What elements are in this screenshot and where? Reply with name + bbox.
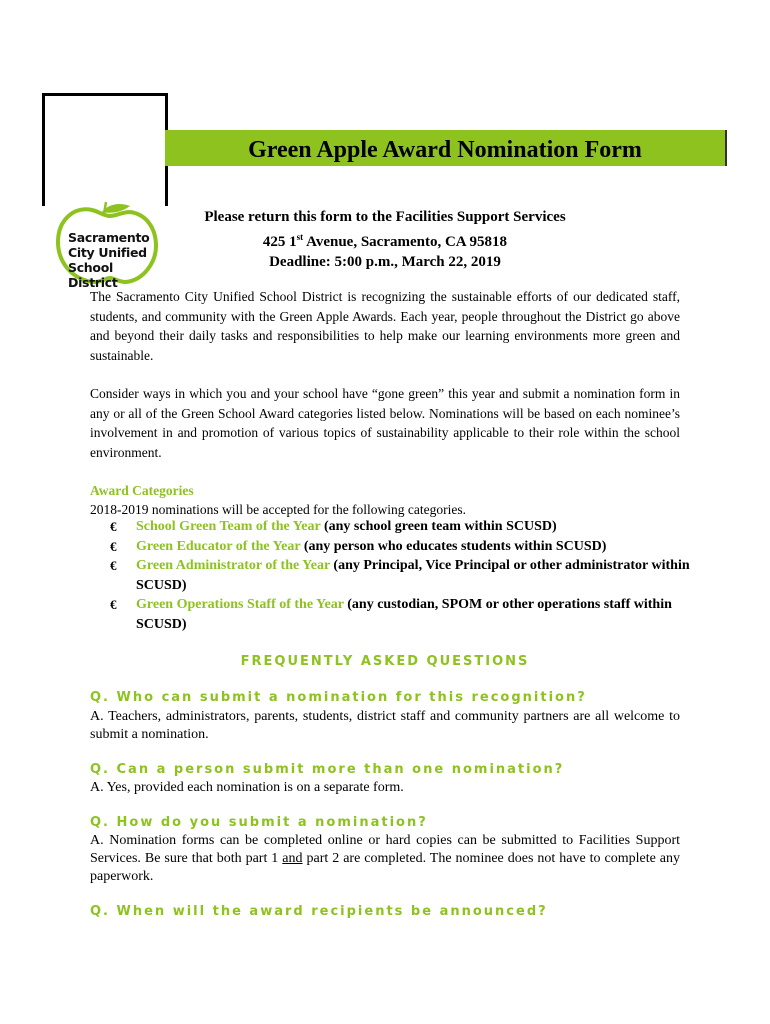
euro-icon: € (110, 597, 117, 612)
district-logo (52, 200, 160, 290)
faq-question-3: Q. How do you submit a nomination? (90, 815, 428, 830)
euro-icon: € (110, 519, 117, 534)
return-instructions (170, 207, 600, 272)
intro-paragraph-2: Consider ways in which you and your school have “gone green” this year and submit a nomination form in any or all of the Green School Award categories listed below. Nominations will be based on each nominee’s involvement in and promotion of various topics of sustainability applicable to their role within the school environment. (90, 386, 680, 460)
list-item (110, 537, 690, 557)
list-item (110, 517, 690, 537)
faq-question-1: Q. Who can submit a nomination for this recognition? (90, 690, 587, 705)
category-desc: (any custodian, SPOM or other operations staff within SCUSD) (136, 597, 672, 632)
intro-paragraph-1: The Sacramento City Unified School District is recognizing the sustainable efforts of our dedicated staff, students, and community with the Green Apple Awards. Each year, people throughout the District go above and beyond their daily tasks and responsibilities to help make our learning environments more green and sustainable. (90, 289, 680, 363)
category-name: Green Operations Staff of the Year (136, 597, 344, 612)
logo-line-2: City Unified (68, 245, 147, 260)
return-line: Please return this form to the Facilities Support Services (204, 209, 566, 225)
euro-icon: € (110, 558, 117, 573)
form-title: Green Apple Award Nomination Form (248, 137, 642, 163)
faq-question-2: Q. Can a person submit more than one nomination? (90, 762, 565, 777)
category-desc: (any school green team within SCUSD) (320, 519, 557, 534)
corner-frame (42, 93, 168, 206)
address-line: 425 1st Avenue, Sacramento, CA 95818 (262, 232, 508, 250)
logo-line-1: Sacramento (68, 230, 150, 245)
faq-answer-3: A. Nomination forms can be completed online or hard copies can be submitted to Facilities Support Services. Be sure that both part 1 and part 2 are completed. The nominee does not have to complete any paperwork. (90, 833, 681, 884)
faq-question-4: Q. When will the award recipients be announced? (90, 904, 548, 919)
deadline-line: Deadline: 5:00 p.m., March 22, 2019 (269, 254, 501, 270)
list-item (110, 556, 690, 595)
logo-line-3: School District (68, 260, 118, 290)
award-categories-heading: Award Categories (90, 483, 194, 498)
category-name: School Green Team of the Year (136, 519, 321, 534)
category-desc: (any person who educates students within SCUSD) (300, 538, 607, 554)
award-categories-intro: 2018-2019 nominations will be accepted for the following categories. (90, 502, 467, 517)
faq-heading: FREQUENTLY ASKED QUESTIONS (240, 654, 530, 669)
euro-icon: € (110, 538, 117, 554)
category-desc: (any Principal, Vice Principal or other administrator within SCUSD) (136, 558, 690, 593)
faq-answer-2: A. Yes, provided each nomination is on a separate form. (90, 780, 404, 795)
category-name: Green Administrator of the Year (136, 558, 330, 573)
faq-answer-1: A. Teachers, administrators, parents, students, district staff and community partners are all welcome to submit a nomination. (90, 709, 680, 742)
list-item (110, 595, 690, 634)
category-list (110, 517, 690, 634)
category-name: Green Educator of the Year (136, 538, 301, 554)
